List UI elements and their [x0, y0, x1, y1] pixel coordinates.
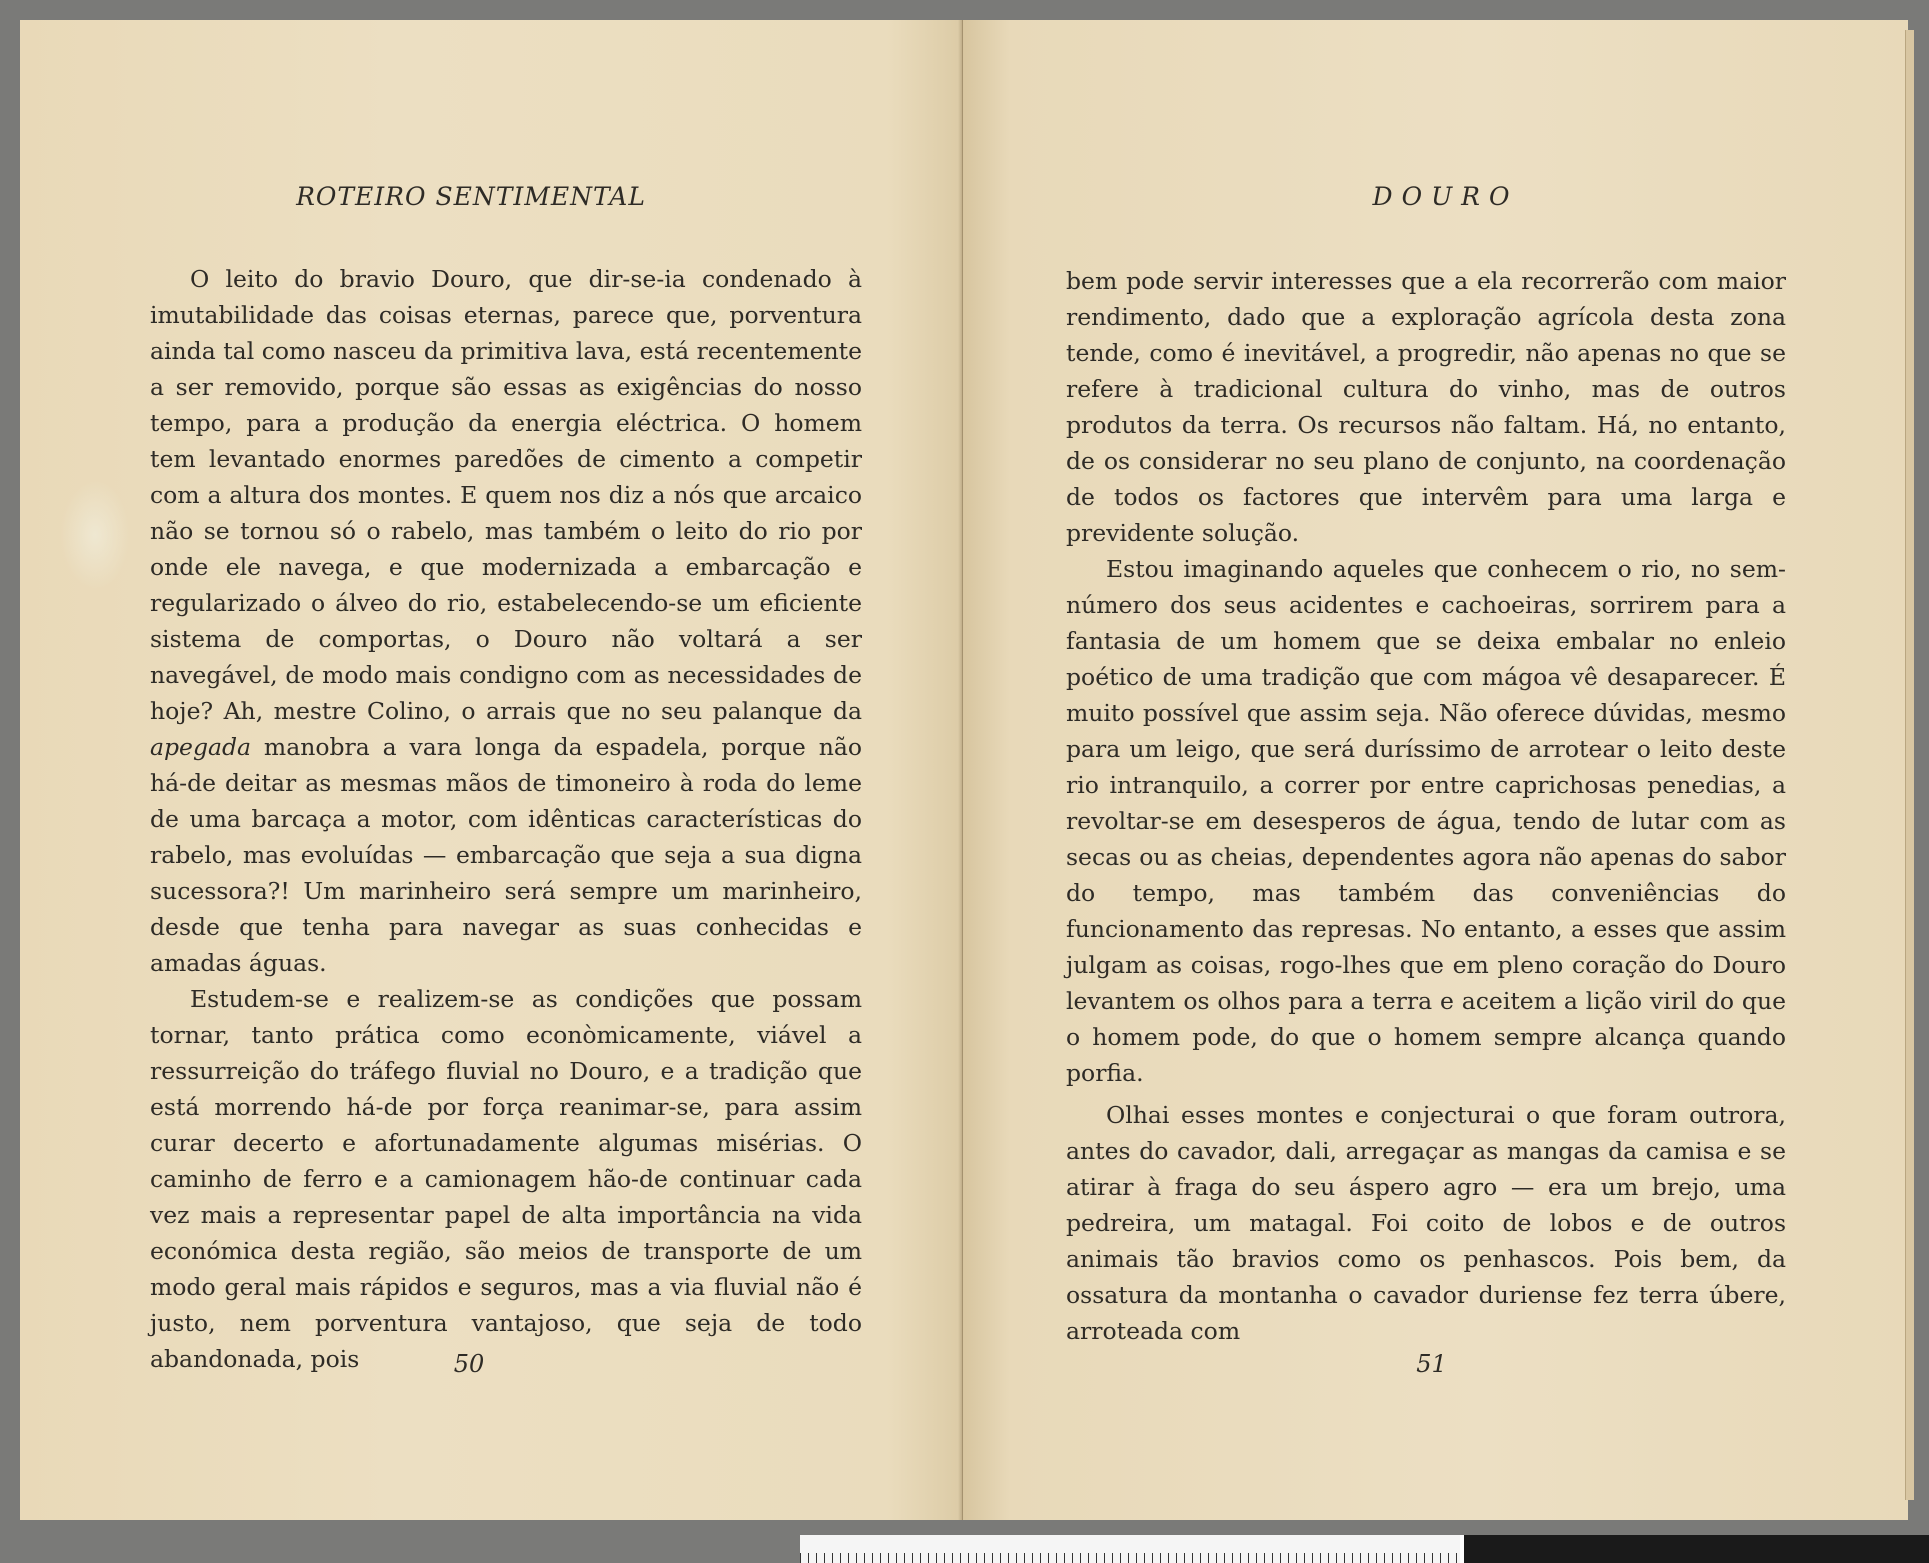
paragraph-text: O leito do bravio Douro, que dir-se-ia condenado à imutabilidade das coisas eternas, parece que, porventura ainda tal como nasceu da primitiva lava, está recentemente a ser removido, porque são essas as exigências do nosso tempo, para a produção da energia eléctrica. O homem tem levantado enormes paredões de cimento a competir com a altura dos montes. E quem nos diz a nós que arcaico não se tornou só o rabelo, mas também o leito do rio por onde ele navega, e que modernizada a embarcação e regularizado o álveo do rio, estabelecendo-se um eficiente sistema de comportas, o Douro não voltará a ser navegável, de modo mais condigno com as necessidades de hoje? Ah, mestre Colino, o arrais que no seu palanque da	[150, 265, 862, 725]
scale-ruler	[800, 1535, 1929, 1563]
ruler-scale-dark	[1464, 1535, 1929, 1563]
right-page-body	[1066, 263, 1786, 1349]
page-number-left: 50	[453, 1350, 485, 1378]
paragraph-text: manobra a vara longa da espadela, porque não há-de deitar as mesmas mãos de timoneiro à roda do leme de uma barcaça a motor, com idênticas características do rabelo, mas evoluídas — embarcação que seja a sua digna sucessora?! Um marinheiro será sempre um marinheiro, desde que tenha para navegar as suas conhecidas e amadas águas.	[150, 733, 862, 977]
page-edges	[1905, 30, 1914, 1500]
page-number-right: 51	[1416, 1350, 1447, 1378]
left-page	[20, 20, 963, 1520]
left-page-body	[150, 261, 862, 1377]
paragraph: bem pode servir interesses que a ela recorrerão com maior rendimento, dado que a exploração agrícola desta zona tende, como é inevitável, a progredir, não apenas no que se refere à tradicional cultura do vinho, mas de outros produtos da terra. Os recursos não faltam. Há, no entanto, de os considerar no seu plano de conjunto, na coordenação de todos os factores que intervêm para uma larga e previdente solução.	[1066, 267, 1786, 547]
running-head-right: DOURO	[1372, 182, 1519, 211]
italic-word: apegada	[150, 733, 252, 761]
paragraph: Estou imaginando aqueles que conhecem o rio, no sem-número dos seus acidentes e cachoeiras, sorrirem para a fantasia de um homem que se deixa embalar no enleio poético de uma tradição que com mágoa vê desaparecer. É muito possível que assim seja. Não oferece dúvidas, mesmo para um leigo, que será duríssimo de arrotear o leito deste rio intranquilo, a correr por entre caprichosas penedias, a revoltar-se em desesperos de água, tendo de lutar com as secas ou as cheias, dependentes agora não apenas do sabor do tempo, mas também das conveniências do funcionamento das represas. No entanto, a esses que assim julgam as coisas, rogo-lhes que em pleno coração do Douro levantem os olhos para a terra e aceitem a lição viril do que o homem pode, do que o homem sempre alcança quando porfia.	[1066, 555, 1786, 1087]
paragraph: Estudem-se e realizem-se as condições que possam tornar, tanto prática como econòmicamente, viável a ressurreição do tráfego fluvial no Douro, e a tradição que está morrendo há-de por força reanimar-se, para assim curar decerto e afortunadamente algumas misérias. O caminho de ferro e a camionagem hão-de continuar cada vez mais a representar papel de alta importância na vida económica desta região, são meios de transporte de um modo geral mais rápidos e seguros, mas a via fluvial não é justo, nem porventura vantajoso, que seja de todo abandonada, pois	[150, 985, 862, 1373]
ruler-scale-white	[800, 1535, 1460, 1563]
right-page	[963, 20, 1908, 1520]
paragraph: Olhai esses montes e conjecturai o que foram outrora, antes do cavador, dali, arregaçar as mangas da camisa e se atirar à fraga do seu áspero agro — era um brejo, uma pedreira, um matagal. Foi coito de lobos e de outros animais tão bravios como os penhascos. Pois bem, da ossatura da montanha o cavador duriense fez terra úbere, arroteada com	[1066, 1101, 1786, 1345]
running-head-left: ROTEIRO SENTIMENTAL	[296, 182, 646, 211]
paragraph	[150, 261, 862, 981]
paper-stain	[60, 480, 130, 590]
